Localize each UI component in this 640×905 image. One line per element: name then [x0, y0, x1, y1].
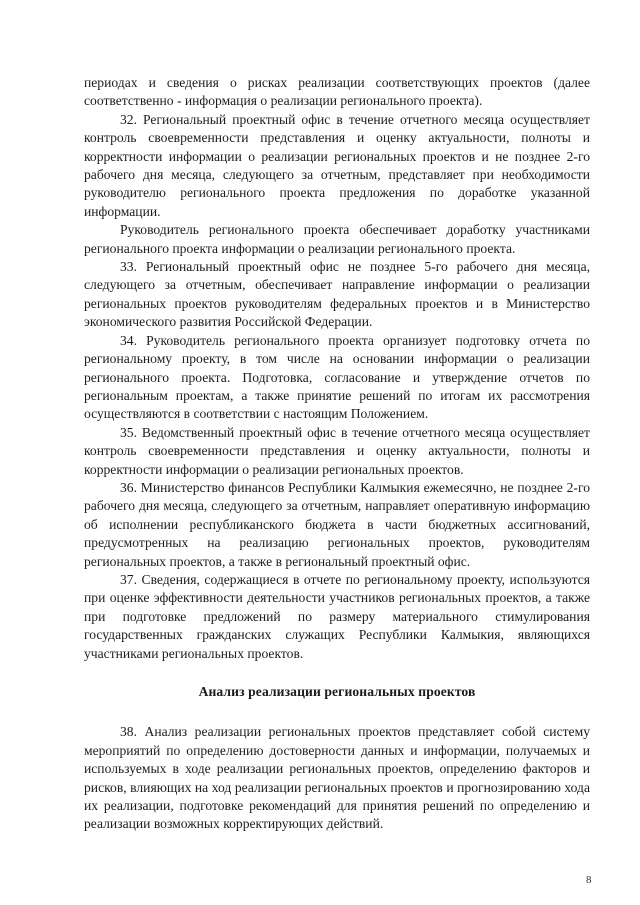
paragraph-32-supervisor: Руководитель регионального проекта обеспечивает доработку участниками регионального проекта информации о реализации регионального проекта.	[84, 222, 590, 256]
paragraph-36: 36. Министерство финансов Республики Калмыкия ежемесячно, не позднее 2-го рабочего дня месяца, следующего за отчетным, направляет оперативную информацию об исполнении республиканского бюджета в части бюджетных ассигнований, предусмотренных на реализацию региональных проектов, руководителям региональных проектов, а также в региональный проектный офис.	[84, 479, 590, 569]
paragraph-continuation: периодах и сведения о рисках реализации соответствующих проектов (далее соответственно - информация о реализации регионального проекта).	[84, 75, 590, 109]
paragraph-33: 33. Региональный проектный офис не позднее 5-го рабочего дня месяца, следующего за отчетным, обеспечивает направление информации о реализации региональных проектов руководителям федеральных проектов и в Министерство экономического развития Российской Федерации.	[84, 259, 590, 330]
paragraph-35: 35. Ведомственный проектный офис в течение отчетного месяца осуществляет контроль своевременности представления и оценку актуальности, полноты и корректности информации о реализации региональных проектов.	[84, 424, 590, 477]
paragraph-38: 38. Анализ реализации региональных проектов представляет собой систему мероприятий по определению достоверности данных и информации, получаемых и используемых в ходе реализации региональных проектов, определению факторов и рисков, влияющих на ход реализации региональных проектов и прогнозированию хода их реализации, подготовке рекомендаций для принятия решений по определению и реализации возможных корректирующих действий.	[84, 724, 590, 832]
document-page	[84, 74, 590, 834]
paragraph-34: 34. Руководитель регионального проекта организует подготовку отчета по региональному проекту, в том числе на основании информации о реализации регионального проекта. Подготовка, согласование и утверждение отчетов по региональным проектам, а также принятие решений по итогам их рассмотрения осуществляются в соответствии с настоящим Положением.	[84, 332, 590, 422]
page-number: 8	[586, 874, 592, 886]
section-title: Анализ реализации региональных проектов	[198, 684, 476, 699]
paragraph-37: 37. Сведения, содержащиеся в отчете по региональному проекту, используются при оценке эффективности деятельности участников региональных проектов, а также при подготовке предложений по размеру материального стимулирования государственных гражданских служащих Республики Калмыкия, являющихся участниками региональных проектов.	[84, 571, 590, 661]
paragraph-32: 32. Региональный проектный офис в течение отчетного месяца осуществляет контроль своевременности представления и оценку актуальности, полноты и корректности информации о реализации региональных проектов и не позднее 2-го рабочего дня месяца, следующего за отчетным, представляет при необходимости руководителю регионального проекта предложения по доработке указанной информации.	[84, 111, 590, 219]
